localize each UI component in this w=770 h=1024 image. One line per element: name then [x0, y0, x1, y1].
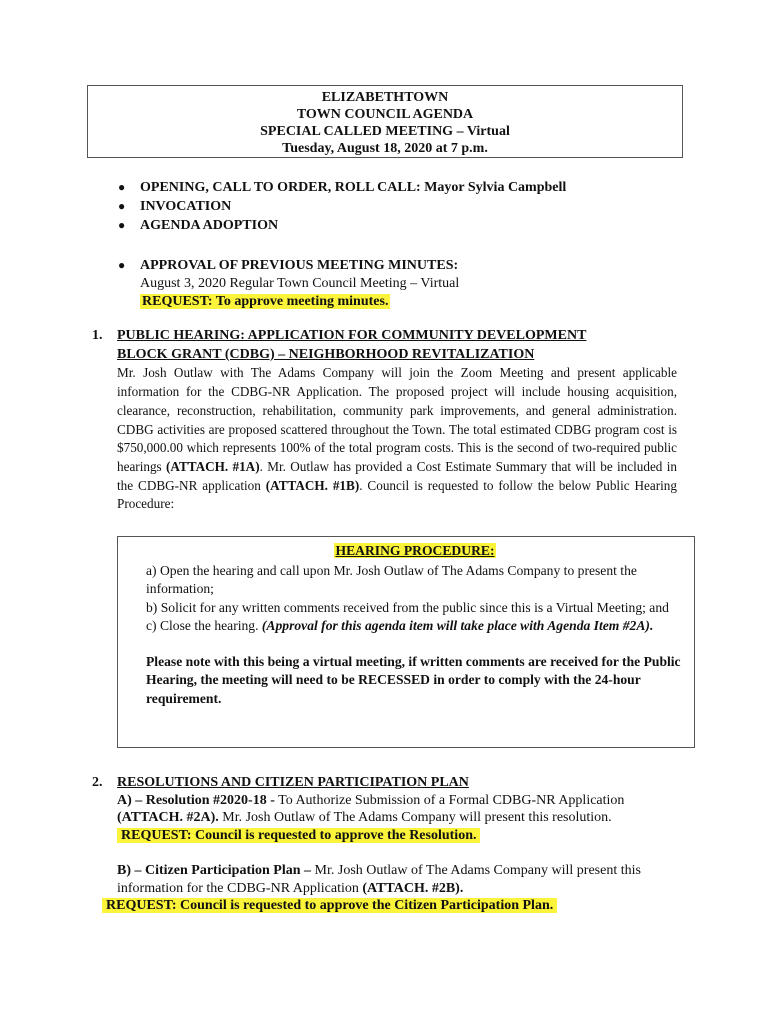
section-number: 2. — [92, 775, 103, 790]
section-title: BLOCK GRANT (CDBG) – NEIGHBORHOOD REVITALIZATION — [117, 346, 535, 362]
attachment-ref: (ATTACH. #1B) — [265, 477, 360, 493]
procedure-title: HEARING PROCEDURE: — [335, 543, 495, 558]
list-item — [118, 256, 718, 275]
citizen-plan-request: REQUEST: Council is requested to approve the Citizen Participation Plan. — [102, 898, 557, 913]
section-body: Mr. Josh Outlaw with The Adams Company will join the Zoom Meeting and present applicable information for the CDBG-NR Application. The proposed project will include housing acquisition, clearance, reconstruction, rehabilitation, community park improvements, and general administration. CDBG activities are proposed scattered throughout the Town. The total estimated CDBG program cost is $750,000.00 which represents 100% of the total program costs. This is the second of two-required public hearings (ATTACH. #1A). Mr. Outlaw has provided a Cost Estimate Summary that will be included in the CDBG-NR application (ATTACH. #1B). Council is requested to follow the below Public Hearing Procedure: — [117, 365, 677, 512]
opening-items — [118, 180, 718, 237]
attachment-ref: (ATTACH. #1A) — [166, 458, 260, 474]
procedure-step: c) Close the hearing. (Approval for this agenda item will take place with Agenda Item #2A). — [146, 618, 654, 633]
bullet-icon: ● — [118, 199, 126, 213]
bullet-icon: ● — [118, 258, 126, 272]
minutes-approval — [118, 256, 718, 311]
minutes-request: REQUEST: To approve meeting minutes. — [142, 294, 389, 309]
section-title: PUBLIC HEARING: APPLICATION FOR COMMUNITY DEVELOPMENT — [117, 328, 587, 343]
minutes-title: APPROVAL OF PREVIOUS MEETING MINUTES: — [140, 258, 459, 273]
minutes-detail: August 3, 2020 Regular Town Council Meeting – Virtual — [140, 276, 460, 291]
list-item: ● OPENING, CALL TO ORDER, ROLL CALL: Mayor Sylvia Campbell — [118, 180, 567, 195]
list-item: ● AGENDA ADOPTION — [118, 218, 279, 233]
bullet-icon: ● — [118, 218, 126, 232]
agenda-title: TOWN COUNCIL AGENDA — [296, 107, 474, 122]
procedure-step: a) Open the hearing and call upon Mr. Josh Outlaw of The Adams Company to present the information; — [146, 562, 637, 596]
town-name: ELIZABETHTOWN — [321, 90, 449, 105]
resolution-a: A) – Resolution #2020-18 - To Authorize Submission of a Formal CDBG-NR Application — [117, 792, 625, 808]
procedure-step-note: (Approval for this agenda item will take place with Agenda Item #2A). — [261, 618, 654, 633]
section-number: 1. — [92, 328, 103, 343]
meeting-type: SPECIAL CALLED MEETING – Virtual — [260, 124, 510, 139]
section-public-hearing — [92, 327, 692, 514]
hearing-procedure-box — [117, 536, 695, 748]
section-title: RESOLUTIONS AND CITIZEN PARTICIPATION PLAN — [117, 775, 469, 790]
list-item: ● INVOCATION — [118, 199, 232, 214]
procedure-step: b) Solicit for any written comments received from the public since this is a Virtual Meeting; and — [146, 599, 669, 615]
citizen-plan: B) – Citizen Participation Plan – Mr. Josh Outlaw of The Adams Company will present this — [117, 863, 641, 878]
attachment-ref: (ATTACH. #2B). — [362, 880, 464, 896]
agenda-header — [87, 85, 683, 158]
resolution-request: REQUEST: Council is requested to approve the Resolution. — [117, 828, 480, 843]
section-resolutions: 2. RESOLUTIONS AND CITIZEN PARTICIPATION PLAN A) – Resolution #2020-18 - To Authorize Submission of a Formal CDBG-NR Application (ATTACH. #2A). Mr. Josh Outlaw of The Adams Company will present this resolution. REQUEST: Council is requested to approve the Resolution. B) – Citizen Participation Plan – Mr. Josh Outlaw of The Adams Company will present this information for the CDBG-NR Application (ATTACH. #2B). REQUEST: Council is requested to approve the Citizen Participation Plan. — [92, 774, 692, 915]
meeting-date: Tuesday, August 18, 2020 at 7 p.m. — [282, 141, 488, 156]
attachment-ref: (ATTACH. #2A). — [117, 810, 219, 825]
bullet-icon: ● — [118, 180, 126, 194]
procedure-note: Please note with this being a virtual meeting, if written comments are received for the Public Hearing, the meeting will need to be RECESSED in order to comply with the 24-hour requirement. — [146, 653, 681, 706]
